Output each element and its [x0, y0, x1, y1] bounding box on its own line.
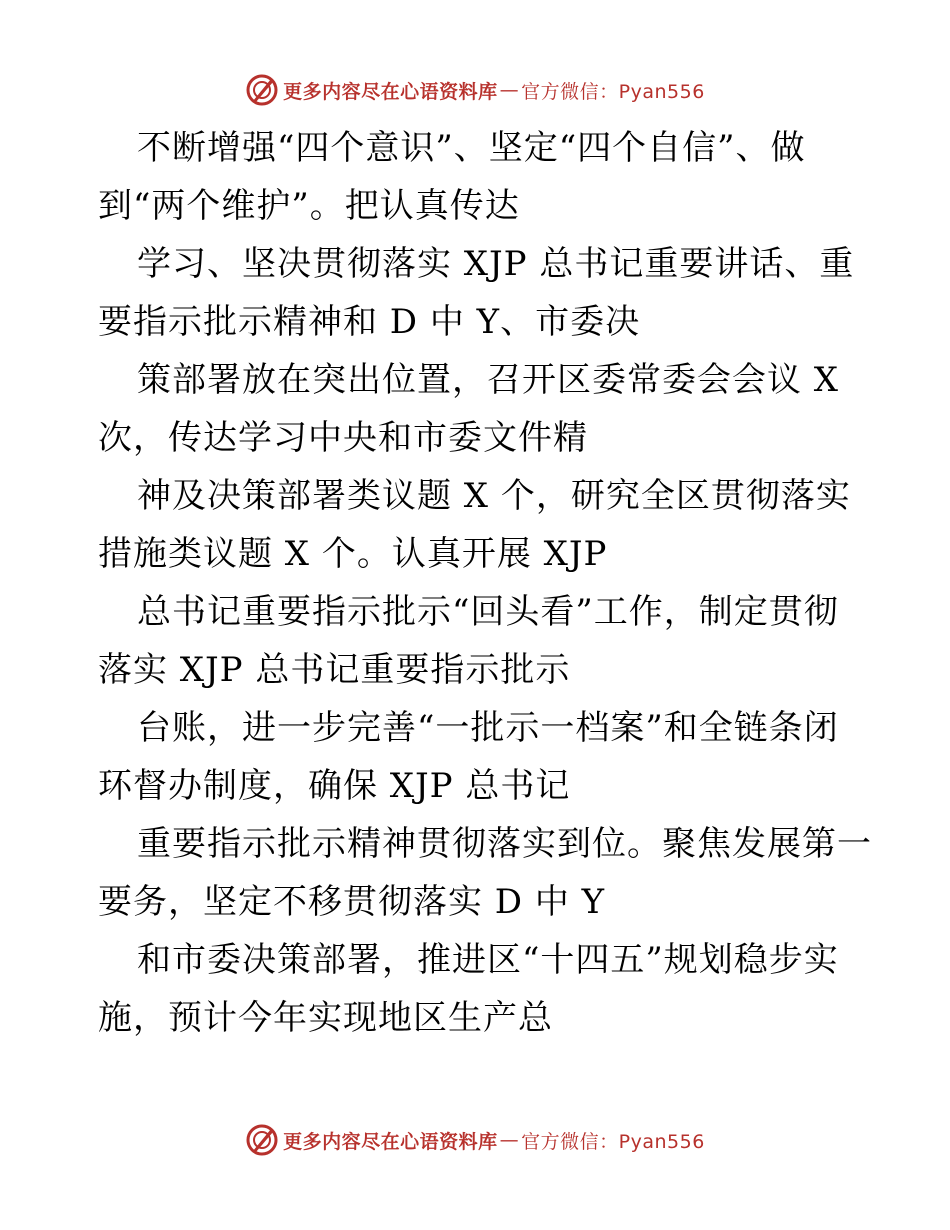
- quill-seal-icon: [245, 73, 279, 107]
- footer-watermark: [0, 1120, 950, 1160]
- watermark-main-text: 更多内容尽在心语资料库: [283, 1130, 498, 1153]
- watermark-main-text: 更多内容尽在心语资料库: [283, 80, 498, 103]
- text-line: 策部署放在突出位置，召开区委常委会会议 X: [137, 360, 840, 400]
- text-line: 次，传达学习中央和市委文件精: [98, 418, 588, 458]
- text-line: 神及决策部署类议题 X 个，研究全区贯彻落实: [137, 476, 851, 516]
- text-line: 不断增强“四个意识”、坚定“四个自信”、做: [137, 128, 806, 168]
- text-line: 措施类议题 X 个。认真开展 XJP: [98, 534, 608, 574]
- quill-seal-icon: [245, 1123, 279, 1157]
- text-line: 学习、坚决贯彻落实 XJP 总书记重要讲话、重: [137, 244, 855, 284]
- watermark-contact: 官方微信：Pyan556: [521, 80, 705, 103]
- text-line: 要务，坚定不移贯彻落实 D 中 Y: [98, 882, 606, 922]
- text-line: 施，预计今年实现地区生产总: [98, 998, 553, 1038]
- watermark-contact: 官方微信：Pyan556: [521, 1130, 705, 1153]
- text-line: 要指示批示精神和 D 中 Y、市委决: [98, 302, 641, 342]
- text-line: 和市委决策部署，推进区“十四五”规划稳步实: [137, 940, 839, 980]
- text-line: 环督办制度，确保 XJP 总书记: [98, 766, 571, 806]
- watermark-separator: —: [499, 1129, 520, 1151]
- text-line: 台账，进一步完善“一批示一档案”和全链条闭: [137, 708, 839, 748]
- text-line: 落实 XJP 总书记重要指示批示: [98, 650, 571, 690]
- text-line: 到“两个维护”。把认真传达: [98, 186, 520, 226]
- watermark-separator: —: [499, 79, 520, 101]
- header-watermark: [0, 70, 950, 110]
- text-line: 重要指示批示精神贯彻落实到位。聚焦发展第一: [137, 824, 872, 864]
- text-line: 总书记重要指示批示“回头看”工作，制定贯彻: [137, 592, 839, 632]
